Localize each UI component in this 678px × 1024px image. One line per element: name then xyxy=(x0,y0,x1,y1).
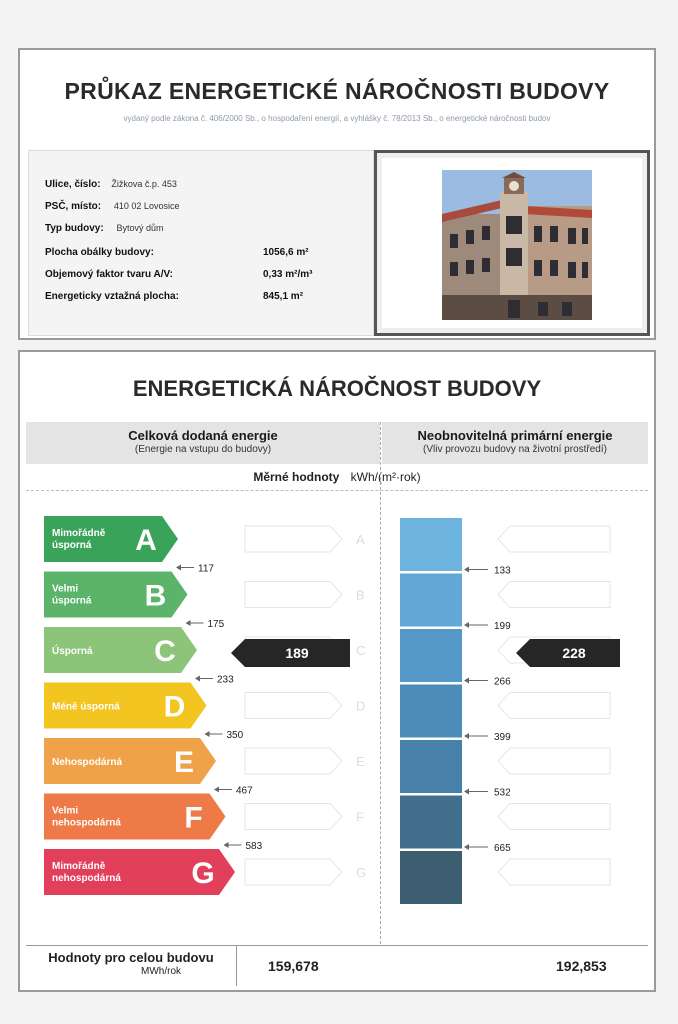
totals-label: Hodnoty pro celou budovu xyxy=(48,950,214,965)
ghost-letter-c: C xyxy=(356,643,366,658)
building-info-panel xyxy=(28,150,374,336)
envelope-row xyxy=(45,247,309,258)
class-label2-b: úsporná xyxy=(52,595,92,607)
type-row xyxy=(45,223,164,234)
zip-label: PSČ, místo: xyxy=(45,201,102,212)
delivered-energy-value: 189 xyxy=(285,645,309,661)
primary-band-g xyxy=(400,851,462,904)
ghost-arrow-left-d xyxy=(245,693,342,719)
primary-band-e xyxy=(400,740,462,793)
primary-band-f xyxy=(400,796,462,849)
left-threshold-4: 467 xyxy=(236,785,253,797)
left-threshold-arrow-4 xyxy=(214,787,219,793)
right-threshold-arrow-3 xyxy=(464,733,469,739)
ghost-letter-d: D xyxy=(356,698,366,714)
right-threshold-arrow-0 xyxy=(464,567,469,573)
left-threshold-arrow-3 xyxy=(205,731,210,737)
class-label-b: Velmi xyxy=(52,583,79,595)
right-threshold-2: 266 xyxy=(494,676,511,688)
primary-band-d xyxy=(400,685,462,738)
right-threshold-0: 133 xyxy=(494,565,511,577)
class-label-e: Nehospodárná xyxy=(52,757,123,768)
ghost-arrow-left-f xyxy=(245,804,342,830)
envelope-label: Plocha obálky budovy: xyxy=(45,247,154,258)
ghost-arrow-right-b xyxy=(498,582,610,608)
street-row xyxy=(45,179,177,190)
class-letter-e: E xyxy=(173,746,195,779)
ghost-arrow-left-e xyxy=(245,748,342,774)
ghost-letter-e: E xyxy=(356,754,365,769)
ghost-letter-b: B xyxy=(356,587,365,603)
primary-energy-subheading: (Vliv provozu budovy na životní prostředí) xyxy=(423,444,607,455)
primary-band-a xyxy=(400,518,462,571)
ghost-arrow-right-d xyxy=(498,693,610,719)
right-threshold-1: 199 xyxy=(494,621,511,632)
delivered-energy-heading: Celková dodaná energie xyxy=(128,428,278,443)
right-threshold-4: 532 xyxy=(494,787,511,799)
zip-value: 410 02 Lovosice xyxy=(113,201,180,211)
class-label2-g: nehospodárná xyxy=(52,873,121,884)
class-letter-f: F xyxy=(184,801,203,835)
class-letter-d: D xyxy=(163,690,186,724)
right-threshold-5: 665 xyxy=(494,843,511,854)
ghost-arrow-left-b xyxy=(245,582,342,608)
ghost-arrow-left-g xyxy=(245,859,342,885)
energy-performance-section xyxy=(18,350,656,992)
class-label-c: Úsporná xyxy=(52,646,93,657)
left-threshold-0: 117 xyxy=(198,563,214,575)
class-letter-c: C xyxy=(154,635,176,668)
document-title: PRŮKAZ ENERGETICKÉ NÁROČNOSTI BUDOVY xyxy=(64,78,610,104)
shape-value: 0,33 m²/m³ xyxy=(263,269,313,280)
ghost-arrow-right-e xyxy=(498,748,610,774)
area-value: 845,1 m² xyxy=(263,291,304,302)
delivered-energy-total: 159,678 xyxy=(268,958,319,974)
totals-row xyxy=(26,945,648,986)
delivered-energy-subheading: (Energie na vstupu do budovy) xyxy=(134,444,272,455)
left-threshold-3: 350 xyxy=(226,730,244,741)
left-threshold-1: 175 xyxy=(207,619,225,630)
right-threshold-arrow-4 xyxy=(464,789,469,795)
specific-values-label: Měrné hodnoty xyxy=(253,470,340,484)
specific-values-unit: kWh/(m²·rok) xyxy=(350,470,421,484)
type-label: Typ budovy: xyxy=(45,223,104,234)
class-letter-g: G xyxy=(191,857,215,890)
left-threshold-arrow-1 xyxy=(186,620,191,626)
ghost-letter-a: A xyxy=(356,532,365,547)
class-label-a: Mimořádně xyxy=(52,528,106,539)
shape-row xyxy=(45,269,313,280)
totals-separator xyxy=(236,946,237,986)
building-photo xyxy=(442,170,592,320)
section-title: ENERGETICKÁ NÁROČNOST BUDOVY xyxy=(132,376,542,401)
class-label-g: Mimořádně xyxy=(52,861,106,872)
class-label-f: Velmi xyxy=(52,805,79,817)
energy-scale-chart xyxy=(20,352,654,952)
right-threshold-arrow-5 xyxy=(464,844,469,850)
class-label2-f: nehospodárná xyxy=(52,817,121,829)
ghost-arrow-right-f xyxy=(498,804,610,830)
class-letter-b: B xyxy=(144,579,167,613)
primary-energy-total: 192,853 xyxy=(556,958,607,974)
primary-energy-value: 228 xyxy=(562,645,586,661)
shape-label: Objemový faktor tvaru A/V: xyxy=(45,269,173,280)
right-threshold-3: 399 xyxy=(494,732,511,743)
envelope-value: 1056,6 m² xyxy=(263,247,309,258)
document-subtitle: vydaný podle zákona č. 406/2000 Sb., o hospodaření energií, a vyhlášky č. 78/2013 Sb., o energetické náročnosti budov xyxy=(123,114,551,123)
totals-unit: MWh/rok xyxy=(141,966,181,977)
ghost-arrow-right-g xyxy=(498,859,610,885)
zip-row xyxy=(45,201,179,212)
right-threshold-arrow-2 xyxy=(464,678,469,684)
primary-band-b xyxy=(400,574,462,627)
ghost-arrow-left-a xyxy=(245,526,342,552)
class-letter-a: A xyxy=(135,524,157,557)
right-threshold-arrow-1 xyxy=(464,622,469,628)
type-value: Bytový dům xyxy=(116,223,164,233)
class-label-d: Méně úsporná xyxy=(52,701,120,713)
primary-band-c xyxy=(400,629,462,682)
class-label2-a: úsporná xyxy=(52,540,92,551)
area-label: Energeticky vztažná plocha: xyxy=(45,291,179,302)
header-section xyxy=(18,48,656,340)
building-photo-frame xyxy=(374,150,650,336)
left-threshold-2: 233 xyxy=(217,674,234,686)
ghost-letter-g: G xyxy=(356,865,367,880)
primary-energy-heading: Neobnovitelná primární energie xyxy=(417,428,613,443)
left-threshold-arrow-5 xyxy=(224,842,229,848)
street-label: Ulice, číslo: xyxy=(45,179,101,190)
left-threshold-arrow-2 xyxy=(195,676,200,682)
ghost-letter-f: F xyxy=(356,809,364,825)
street-value: Žižkova č.p. 453 xyxy=(111,179,177,189)
left-threshold-arrow-0 xyxy=(176,565,181,571)
left-threshold-5: 583 xyxy=(245,841,263,852)
class-bar-a xyxy=(44,516,178,562)
ghost-arrow-right-a xyxy=(498,526,610,552)
area-row xyxy=(45,291,304,302)
